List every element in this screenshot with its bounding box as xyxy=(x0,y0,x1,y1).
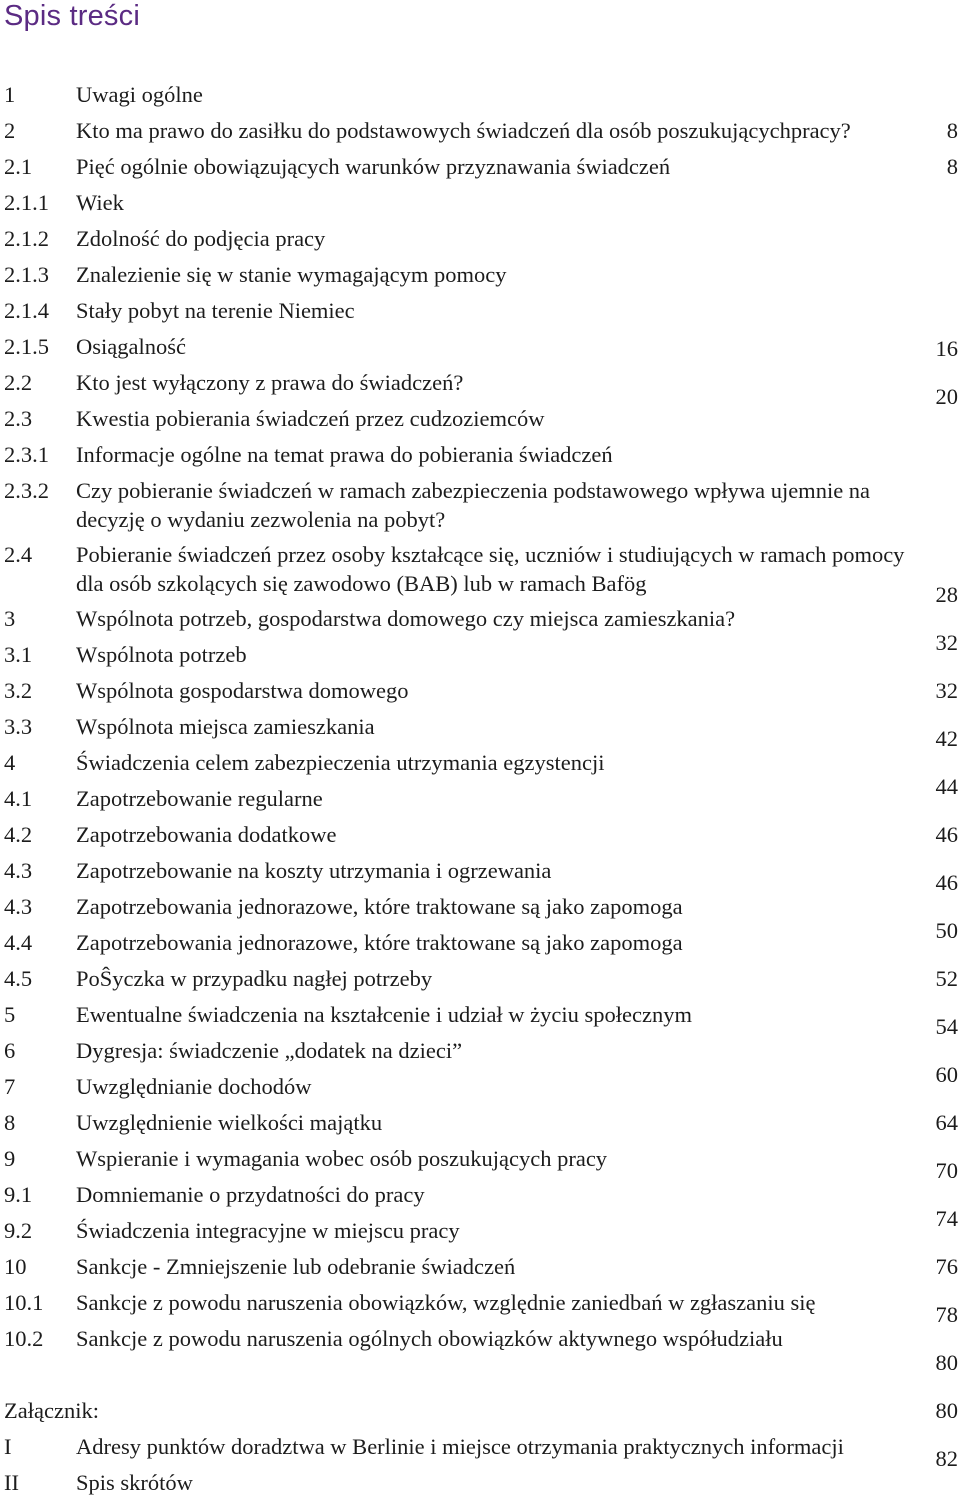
toc-entry-title: Uwzględnienie wielkości majątku xyxy=(76,1110,383,1135)
toc-entry-number: 2.3.2 xyxy=(4,478,49,503)
page-number: 32 xyxy=(935,678,958,703)
page-number: 78 xyxy=(935,1302,958,1327)
toc-entry-title: Domniemanie o przydatności do pracy xyxy=(76,1182,425,1207)
toc-entry-number: 2.3 xyxy=(4,406,33,431)
toc-entry-title: Znalezienie się w stanie wymagającym pomocy xyxy=(76,262,507,287)
toc-entry-title: Sankcje z powodu naruszenia ogólnych obowiązków aktywnego współudziału xyxy=(76,1326,783,1351)
page-number: 32 xyxy=(935,630,958,655)
toc-entry-title: Kto ma prawo do zasiłku do podstawowych świadczeń dla osób poszukującychpracy? xyxy=(76,118,851,143)
toc-entry-number: 2.1.1 xyxy=(4,190,49,215)
toc-entry-number: 10.1 xyxy=(4,1290,44,1315)
toc-entry-number: 2.3.1 xyxy=(4,442,49,467)
toc-entry-title: Wspólnota miejsca zamieszkania xyxy=(76,714,375,739)
toc-entry-number: 3.2 xyxy=(4,678,33,703)
toc-entry-title: Kto jest wyłączony z prawa do świadczeń? xyxy=(76,370,464,395)
page-number: 74 xyxy=(935,1206,958,1231)
page-number: 64 xyxy=(935,1110,958,1135)
toc-entry-number: 3.1 xyxy=(4,642,33,667)
page-number: 80 xyxy=(935,1398,958,1423)
page-number: 28 xyxy=(935,582,958,607)
toc-entry-title: Zapotrzebowanie na koszty utrzymania i ogrzewania xyxy=(76,858,552,883)
toc-entry-number: 4.5 xyxy=(4,966,33,991)
toc-entry-title: Spis skrótów xyxy=(76,1470,193,1495)
toc-entry-title: Sankcje - Zmniejszenie lub odebranie świadczeń xyxy=(76,1254,516,1279)
toc-entry-number: 5 xyxy=(4,1002,16,1027)
toc-entry-title: PoŜyczka w przypadku nagłej potrzeby xyxy=(76,966,433,991)
toc-entry-title: Zdolność do podjęcia pracy xyxy=(76,226,326,251)
toc-entry-number: 2.1.2 xyxy=(4,226,49,251)
page-number: 46 xyxy=(935,822,958,847)
toc-entry-number: 3 xyxy=(4,606,16,631)
toc-entry-title: Uwzględnianie dochodów xyxy=(76,1074,312,1099)
toc-entry-number: 1 xyxy=(4,82,16,107)
toc-entry-number: 2.4 xyxy=(4,542,33,567)
page-number: 50 xyxy=(935,918,958,943)
toc-entry-number: 3.3 xyxy=(4,714,33,739)
toc-entry-title: Świadczenia celem zabezpieczenia utrzymania egzystencji xyxy=(76,750,605,775)
toc-entry-title: Informacje ogólne na temat prawa do pobierania świadczeń xyxy=(76,442,613,467)
toc-entry-number: 2 xyxy=(4,118,16,143)
page-number: 76 xyxy=(935,1254,958,1279)
toc-entry-number: 2.1.3 xyxy=(4,262,49,287)
page-number: 16 xyxy=(935,336,958,361)
toc-entry-title: Uwagi ogólne xyxy=(76,82,203,107)
toc-entry-title: Zapotrzebowania dodatkowe xyxy=(76,822,337,847)
toc-entry-title: Zapotrzebowania jednorazowe, które traktowane są jako zapomoga xyxy=(76,930,683,955)
toc-entry-title: Wspieranie i wymagania wobec osób poszukujących pracy xyxy=(76,1146,608,1171)
page-number: 82 xyxy=(935,1446,958,1471)
page-number: 20 xyxy=(935,384,958,409)
toc-entry-number: 7 xyxy=(4,1074,16,1099)
toc-entry-number: 9.2 xyxy=(4,1218,33,1243)
toc-entry-title: Zapotrzebowanie regularne xyxy=(76,786,323,811)
toc-entry-title: Pięć ogólnie obowiązujących warunków przyznawania świadczeń xyxy=(76,154,671,179)
toc-entry-number: 4.4 xyxy=(4,930,33,955)
toc-entry-number: 4 xyxy=(4,750,16,775)
toc-entry-number: 10 xyxy=(4,1254,27,1279)
toc-entry-title: Wspólnota gospodarstwa domowego xyxy=(76,678,409,703)
toc-entry-title: Ewentualne świadczenia na kształcenie i udział w życiu społecznym xyxy=(76,1002,692,1027)
toc-entry-title: Świadczenia integracyjne w miejscu pracy xyxy=(76,1218,460,1243)
toc-entry-number: 2.1 xyxy=(4,154,33,179)
toc-entry-number: 9 xyxy=(4,1146,16,1171)
toc-entry-title: Wiek xyxy=(76,190,124,215)
page-number: 44 xyxy=(935,774,958,799)
toc-entry-number: 2.1.5 xyxy=(4,334,49,359)
toc-entry-title: Dygresja: świadczenie „dodatek na dzieci” xyxy=(76,1038,463,1063)
annex-label: Załącznik: xyxy=(4,1398,99,1423)
toc-entry-number: I xyxy=(4,1434,12,1459)
toc-entry-number: 2.1.4 xyxy=(4,298,49,323)
toc-entry-title: Sankcje z powodu naruszenia obowiązków, względnie zaniedbań w zgłaszaniu się xyxy=(76,1290,816,1315)
toc-entry-title: Wspólnota potrzeb xyxy=(76,642,247,667)
page-number: 60 xyxy=(935,1062,958,1087)
toc-entry-title: Wspólnota potrzeb, gospodarstwa domowego czy miejsca zamieszkania? xyxy=(76,606,736,631)
toc-entry-number: 6 xyxy=(4,1038,16,1063)
toc-title: Spis treści xyxy=(4,0,140,32)
page-number: 46 xyxy=(935,870,958,895)
toc-entry-title: Kwestia pobierania świadczeń przez cudzoziemców xyxy=(76,406,545,431)
toc-entry-number: 8 xyxy=(4,1110,16,1135)
toc-entry-number: 4.3 xyxy=(4,858,33,883)
toc-entry-number: II xyxy=(4,1470,19,1495)
toc-entry-number: 4.3 xyxy=(4,894,33,919)
toc-entry-title: Stały pobyt na terenie Niemiec xyxy=(76,298,355,323)
toc-entry-number: 2.2 xyxy=(4,370,33,395)
toc-entry-title: Osiągalność xyxy=(76,334,186,359)
toc-entry-title: Pobieranie świadczeń przez osoby kształcące się, uczniów i studiujących w ramach pomocy dla osób szkolących się zawodowo (BAB) lub w ramach Bafög xyxy=(76,542,905,596)
page-number: 54 xyxy=(935,1014,958,1039)
page-number: 8 xyxy=(946,118,958,143)
toc-entry-number: 4.2 xyxy=(4,822,33,847)
page-number: 42 xyxy=(935,726,958,751)
toc-entry-number: 10.2 xyxy=(4,1326,44,1351)
toc-entry-title: Zapotrzebowania jednorazowe, które traktowane są jako zapomoga xyxy=(76,894,683,919)
toc-entry-title: Adresy punktów doradztwa w Berlinie i miejsce otrzymania praktycznych informacji xyxy=(76,1434,844,1459)
toc-entry-number: 9.1 xyxy=(4,1182,33,1207)
toc-entry-title: Czy pobieranie świadczeń w ramach zabezpieczenia podstawowego wpływa ujemnie na decyzję o wydaniu zezwolenia na pobyt? xyxy=(76,478,871,532)
page-number: 70 xyxy=(935,1158,958,1183)
toc-entry-number: 4.1 xyxy=(4,786,33,811)
page-number: 80 xyxy=(935,1350,958,1375)
page-number: 52 xyxy=(935,966,958,991)
page-number: 8 xyxy=(946,154,958,179)
